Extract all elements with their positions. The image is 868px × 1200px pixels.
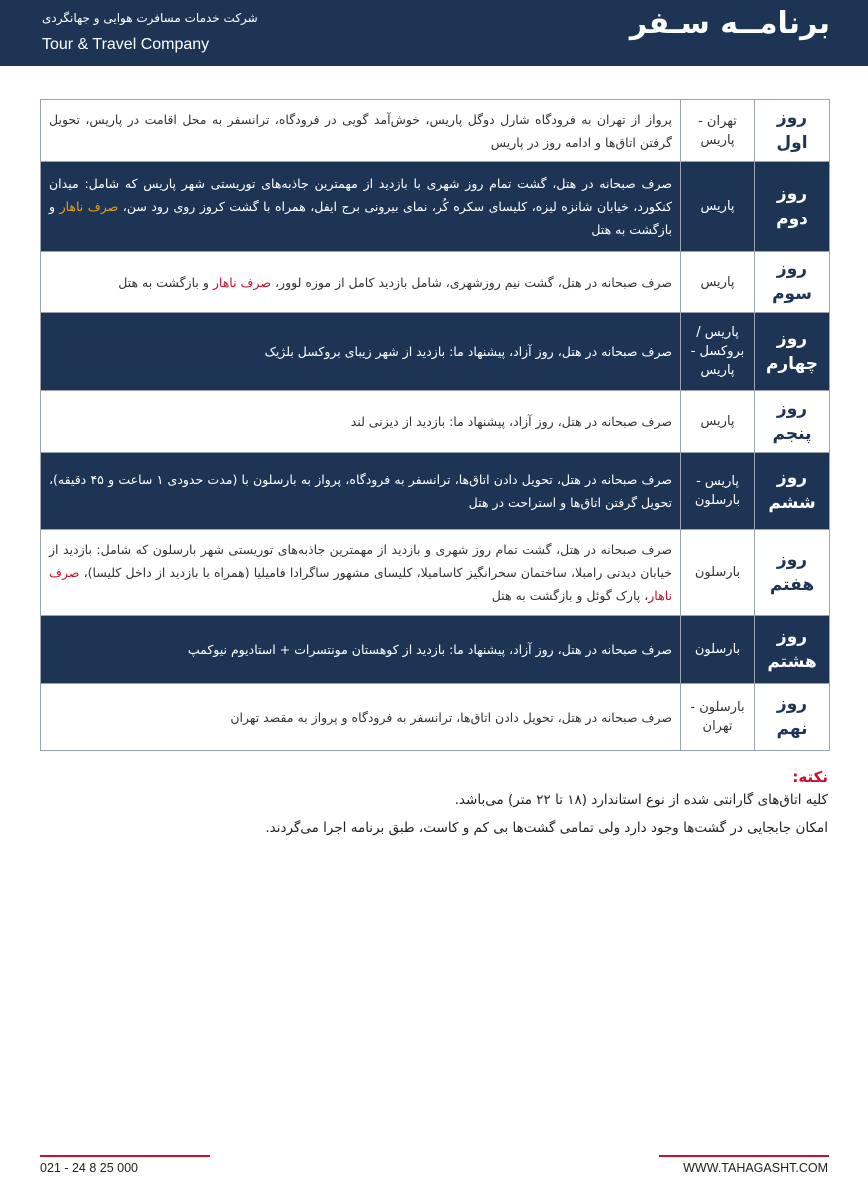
notes-section bbox=[128, 768, 828, 848]
description-cell: صرف صبحانه در هتل، روز آزاد، پیشنهاد ما: بازدید از شهر زیبای بروکسل بلژیک bbox=[41, 313, 681, 391]
day-cell: روز هشتم bbox=[755, 616, 830, 684]
day-cell: روز اول bbox=[755, 100, 830, 162]
footer-website[interactable]: WWW.TAHAGASHT.COM bbox=[683, 1161, 828, 1175]
company-name-persian: شرکت خدمات مسافرت هوایی و جهانگردی bbox=[42, 11, 258, 25]
footer-phone: 021 - 24 8 25 000 bbox=[40, 1161, 138, 1175]
page-title: برنامــه سـفر bbox=[629, 6, 830, 41]
day-cell: روز دوم bbox=[755, 162, 830, 252]
lunch-highlight: صرف ناهار bbox=[59, 199, 119, 214]
description-cell: صرف صبحانه در هتل، روز آزاد، پیشنهاد ما: بازدید از کوهستان مونتسرات + استادیوم نیوکمپ bbox=[41, 616, 681, 684]
city-cell: بارسلون bbox=[681, 530, 755, 616]
description-cell: صرف صبحانه در هتل، تحویل دادن اتاق‌ها، ترانسفر به فرودگاه، پرواز به بارسلون با (مدت حدودی ۱ ساعت و ۴۵ دقیقه)، تحویل گرفتن اتاق‌ها و استراحت در هتل bbox=[41, 453, 681, 530]
description-cell: صرف صبحانه در هتل، گشت تمام روز شهری و بازدید از مهمترین جاذبه‌های توریستی شهر بارسلون که شامل: بازدید از خیابان دیدنی رامبلا، ساختمان سحرانگیز کاسامیلا، کلیسای مشهور ساگرادا فامیلیا (همراه با بازدید از داخل کلیسا)، صرف ناهار، پارک گوئل و بازگشت به هتل bbox=[41, 530, 681, 616]
itinerary-row bbox=[41, 391, 830, 453]
day-cell: روز سوم bbox=[755, 252, 830, 313]
description-cell: پرواز از تهران به فرودگاه شارل دوگل پاریس، خوش‌آمد گویی در فرودگاه، ترانسفر به محل اقامت در پاریس، تحویل گرفتن اتاق‌ها و ادامه روز در پاریس bbox=[41, 100, 681, 162]
day-cell: روز چهارم bbox=[755, 313, 830, 391]
notes-label: نکته: bbox=[792, 768, 828, 786]
city-cell: بارسلون - تهران bbox=[681, 684, 755, 751]
company-name-english: Tour & Travel Company bbox=[42, 36, 210, 53]
footer-divider-left bbox=[40, 1155, 210, 1157]
day-cell: روز پنجم bbox=[755, 391, 830, 453]
lunch-highlight: صرف ناهار bbox=[212, 274, 272, 290]
city-cell: پاریس - بارسلون bbox=[681, 453, 755, 530]
page-header bbox=[0, 0, 868, 66]
city-cell: پاریس bbox=[681, 252, 755, 313]
city-cell: پاریس bbox=[681, 162, 755, 252]
description-cell: صرف صبحانه در هتل، گشت نیم روزشهری، شامل بازدید کامل از موزه لوور، صرف ناهار و بازگشت به هتل bbox=[41, 252, 681, 313]
description-cell: صرف صبحانه در هتل، گشت تمام روز شهری با بازدید از مهمترین جاذبه‌های توریستی شهر پاریس که شامل: میدان کنکورد، خیابان شانزه لیزه، کلیسای سکره کُر، نمای بیرونی برج ایفل، همراه با گشت کروز روی رود سن، صرف ناهار و بازگشت به هتل bbox=[41, 162, 681, 252]
description-cell: صرف صبحانه در هتل، تحویل دادن اتاق‌ها، ترانسفر به فرودگاه و پرواز به مقصد تهران bbox=[41, 684, 681, 751]
day-cell: روز هفتم bbox=[755, 530, 830, 616]
description-cell: صرف صبحانه در هتل، روز آزاد، پیشنهاد ما: بازدید از دیزنی لند bbox=[41, 391, 681, 453]
footer-divider-right bbox=[659, 1155, 829, 1157]
itinerary-row bbox=[41, 162, 830, 252]
city-cell: تهران - پاریس bbox=[681, 100, 755, 162]
city-cell: پاریس bbox=[681, 391, 755, 453]
itinerary-row bbox=[41, 252, 830, 313]
lunch-highlight: صرف ناهار bbox=[49, 565, 672, 603]
note-line: کلیه اتاق‌های گارانتی شده از نوع استاندارد (۱۸ تا ۲۲ متر) می‌باشد. bbox=[454, 792, 828, 808]
city-cell: پاریس / بروکسل - پاریس bbox=[681, 313, 755, 391]
itinerary-row bbox=[41, 530, 830, 616]
itinerary-row bbox=[41, 313, 830, 391]
day-cell: روز ششم bbox=[755, 453, 830, 530]
itinerary-row bbox=[41, 616, 830, 684]
itinerary-row bbox=[41, 684, 830, 751]
itinerary-row bbox=[41, 100, 830, 162]
note-line: امکان جابجایی در گشت‌ها وجود دارد ولی تمامی گشت‌ها بی کم و کاست، طبق برنامه اجرا می‌گردند. bbox=[265, 820, 828, 836]
itinerary-row bbox=[41, 453, 830, 530]
itinerary-table bbox=[40, 99, 830, 751]
day-cell: روز نهم bbox=[755, 684, 830, 751]
city-cell: بارسلون bbox=[681, 616, 755, 684]
